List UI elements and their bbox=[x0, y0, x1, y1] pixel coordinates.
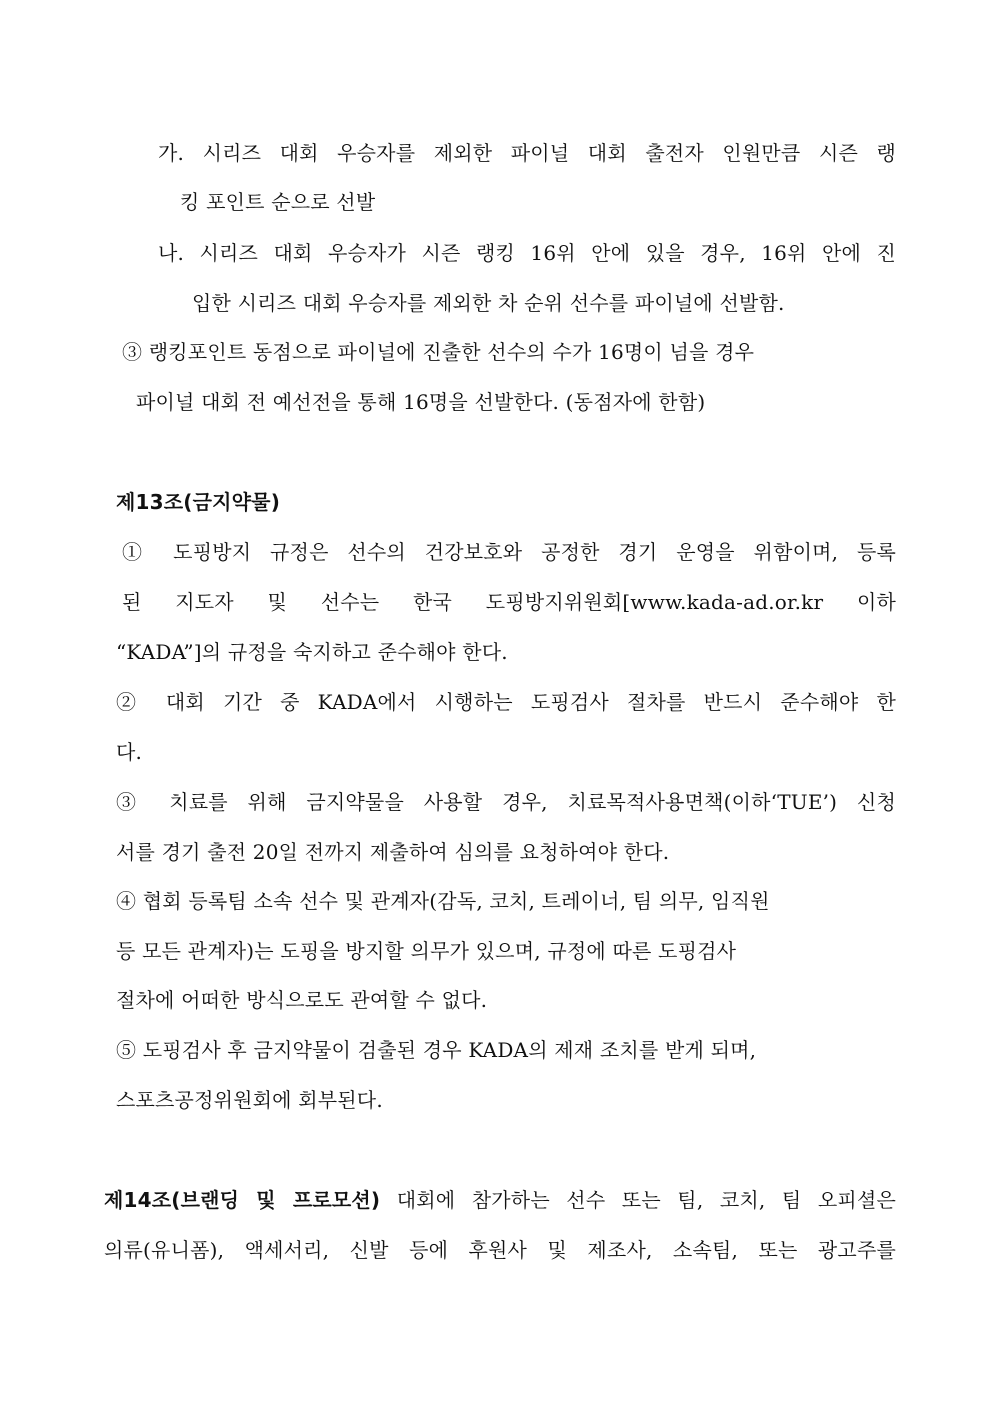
article-13-item-1-line-3: “KADA”]의 규정을 숙지하고 준수해야 한다. bbox=[116, 640, 508, 664]
article-13-item-4-line-2: 등 모든 관계자)는 도핑을 방지할 의무가 있으며, 규정에 따른 도핑검사 bbox=[116, 939, 737, 963]
article-13-title: 제13조(금지약물) bbox=[116, 490, 281, 514]
article-13-item-2-line-1: ② 대회 기간 중 KADA에서 시행하는 도핑검사 절차를 반드시 준수해야 한 bbox=[116, 690, 896, 714]
article-14-line-1-text: 대회에 참가하는 선수 또는 팀, 코치, 팀 오피셜은 bbox=[380, 1188, 896, 1212]
article-13-item-5-line-1: ⑤ 도핑검사 후 금지약물이 검출된 경우 KADA의 제재 조치를 받게 되며, bbox=[116, 1038, 757, 1062]
item-ga-line-2: 킹 포인트 순으로 선발 bbox=[180, 190, 376, 214]
article-13-item-1-line-2: 된 지도자 및 선수는 한국 도핑방지위원회[www.kada-ad.or.kr 이하 bbox=[122, 590, 896, 614]
article-13-item-3-line-1: ③ 치료를 위해 금지약물을 사용할 경우, 치료목적사용면책(이하‘TUE’) 신청 bbox=[116, 790, 896, 814]
article-14-line-1 bbox=[104, 1186, 896, 1214]
item-na-line-2: 입한 시리즈 대회 우승자를 제외한 차 순위 선수를 파이널에 선발함. bbox=[192, 291, 785, 315]
article-13-item-1-line-1: ① 도핑방지 규정은 선수의 건강보호와 공정한 경기 운영을 위함이며, 등록 bbox=[122, 540, 896, 564]
article-13-item-4-line-1: ④ 협회 등록팀 소속 선수 및 관계자(감독, 코치, 트레이너, 팀 의무, 임직원 bbox=[116, 889, 770, 913]
item-na-line-1: 나. 시리즈 대회 우승자가 시즌 랭킹 16위 안에 있을 경우, 16위 안에 진 bbox=[158, 241, 896, 265]
article-13-item-2-line-2: 다. bbox=[116, 740, 143, 764]
article-14-title: 제14조(브랜딩 및 프로모션) bbox=[104, 1188, 381, 1212]
article-13-item-4-line-3: 절차에 어떠한 방식으로도 관여할 수 없다. bbox=[116, 988, 488, 1012]
article-13-item-3-line-2: 서를 경기 출전 20일 전까지 제출하여 심의를 요청하여야 한다. bbox=[116, 840, 670, 864]
article-13-item-5-line-2: 스포츠공정위원회에 회부된다. bbox=[116, 1088, 383, 1112]
article-14-line-2: 의류(유니폼), 액세서리, 신발 등에 후원사 및 제조사, 소속팀, 또는 광고주를 bbox=[104, 1238, 896, 1262]
item-3-ranking-line-1: ③ 랭킹포인트 동점으로 파이널에 진출한 선수의 수가 16명이 넘을 경우 bbox=[122, 340, 755, 364]
item-3-ranking-line-2: 파이널 대회 전 예선전을 통해 16명을 선발한다. (동점자에 한함) bbox=[136, 390, 706, 414]
item-ga-line-1: 가. 시리즈 대회 우승자를 제외한 파이널 대회 출전자 인원만큼 시즌 랭 bbox=[158, 141, 896, 165]
